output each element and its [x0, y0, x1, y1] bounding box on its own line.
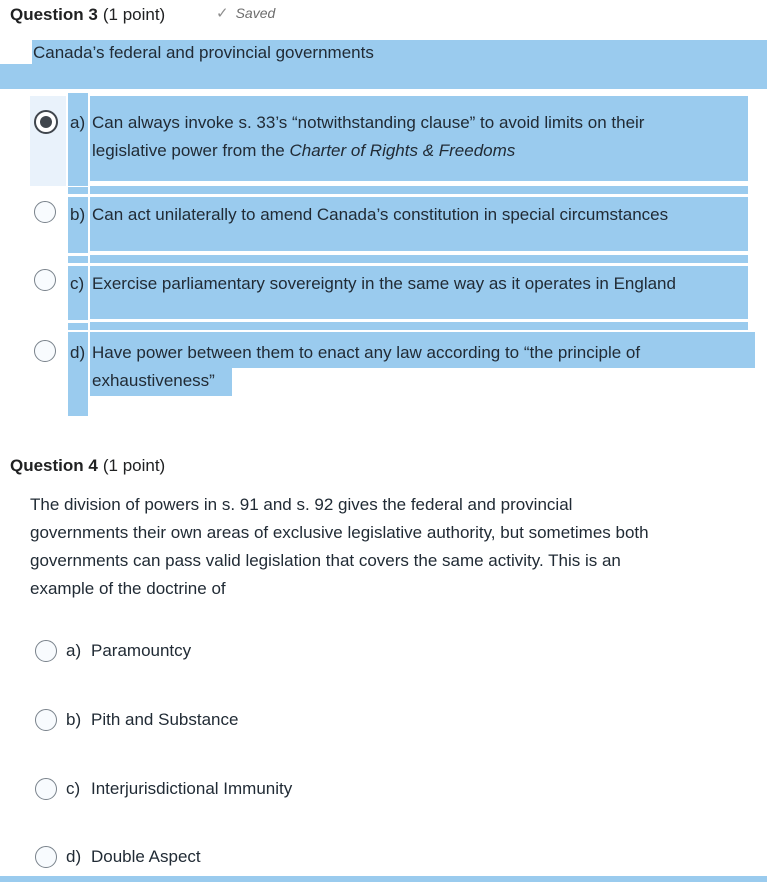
question4-header	[10, 454, 165, 478]
question4-points: (1 point)	[102, 456, 166, 475]
question3-option-b-text[interactable]: Can act unilaterally to amend Canada’s constitution in special circumstances	[92, 205, 669, 224]
option-a-line2-italic: Charter of Rights & Freedoms	[289, 141, 516, 160]
question3-option-c-letter: c)	[70, 274, 85, 293]
selection-highlight-bottom-strip	[0, 876, 767, 882]
selection-highlight-strip	[68, 187, 88, 194]
question3-option-d-radio[interactable]	[34, 340, 56, 362]
selection-highlight-strip	[90, 186, 748, 194]
selection-highlight-a-letter-bar	[68, 93, 88, 186]
question4-option-a-letter: a)	[66, 641, 82, 660]
question4-option-b-letter: b)	[66, 710, 82, 729]
question4-option-b-radio[interactable]	[35, 709, 57, 731]
question4-option-c-radio[interactable]	[35, 778, 57, 800]
selection-highlight-strip	[68, 256, 88, 263]
question4-option-c-letter: c)	[66, 779, 81, 798]
question4-option-b-label[interactable]: Pith and Substance	[91, 710, 239, 729]
question4-prompt-line2: governments their own areas of exclusive legislative authority, but sometimes both	[30, 523, 649, 542]
question4-prompt-line1: The division of powers in s. 91 and s. 92 gives the federal and provincial	[30, 495, 573, 514]
question3-option-a-text-line1[interactable]: Can always invoke s. 33’s “notwithstanding clause” to avoid limits on their	[92, 113, 645, 132]
question3-points: (1 point)	[102, 5, 166, 24]
question3-option-c-radio[interactable]	[34, 269, 56, 291]
question4-title: Question 4	[10, 456, 98, 475]
question3-title: Question 3	[10, 5, 98, 24]
question4-option-d-label[interactable]: Double Aspect	[91, 847, 201, 866]
question3-prompt: Canada’s federal and provincial governments	[33, 43, 374, 62]
question4-prompt-line3: governments can pass valid legislation that covers the same activity. This is an	[30, 551, 621, 570]
question3-option-d-letter: d)	[70, 343, 86, 362]
question3-header	[10, 3, 165, 27]
saved-check-icon: ✓	[216, 5, 229, 22]
question3-option-b-radio[interactable]	[34, 201, 56, 223]
question3-option-b-letter: b)	[70, 205, 86, 224]
question3-option-d-text-line2[interactable]: exhaustiveness”	[92, 371, 215, 390]
question3-option-a-letter: a)	[70, 113, 86, 132]
question4-option-d-letter: d)	[66, 847, 82, 866]
question4-prompt-line4: example of the doctrine of	[30, 579, 226, 598]
selection-highlight-strip	[90, 322, 748, 330]
selection-highlight-prompt-line2	[0, 64, 767, 89]
option-a-line2-regular: legislative power from the	[92, 141, 290, 160]
saved-status-badge	[216, 4, 275, 22]
question4-option-a-label[interactable]: Paramountcy	[91, 641, 192, 660]
question3-option-c-text[interactable]: Exercise parliamentary sovereignty in the same way as it operates in England	[92, 274, 676, 293]
question4-option-c-label[interactable]: Interjurisdictional Immunity	[91, 779, 293, 798]
question3-option-a-text-line2[interactable]	[92, 139, 515, 163]
selection-highlight-strip	[90, 255, 748, 263]
question3-option-a-radio[interactable]	[34, 110, 58, 134]
question4-option-d-radio[interactable]	[35, 846, 57, 868]
question4-option-a-radio[interactable]	[35, 640, 57, 662]
question3-option-d-text-line1[interactable]: Have power between them to enact any law according to “the principle of	[92, 343, 641, 362]
saved-label: Saved	[235, 5, 276, 21]
selection-highlight-strip	[68, 323, 88, 330]
